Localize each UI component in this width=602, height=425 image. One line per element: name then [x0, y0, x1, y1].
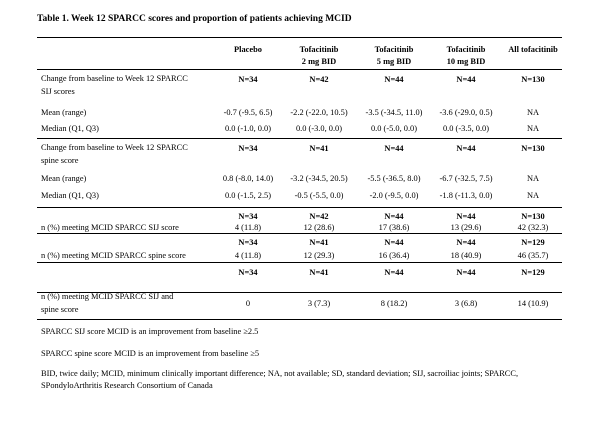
sij-median-value: NA: [526, 124, 540, 133]
mcid-both-n: N=41: [309, 268, 329, 277]
mcid-spine-value: 18 (40.9): [450, 251, 482, 260]
mcid-sij-value: 17 (38.6): [378, 223, 410, 232]
spine-median-value: -0.5 (-5.5, 0.0): [294, 191, 344, 200]
mcid-sij-n: N=42: [309, 212, 329, 221]
mcid-both-n: N=34: [238, 268, 258, 277]
mcid-sij-value: 13 (29.6): [450, 223, 482, 232]
rule: [37, 233, 562, 234]
rule: [37, 138, 562, 139]
spine-median-label: Median (Q1, Q3): [41, 191, 99, 200]
mcid-sij-n: N=44: [384, 212, 404, 221]
spine-n: N=34: [238, 144, 258, 153]
mcid-spine-value: 4 (11.8): [234, 251, 262, 260]
rule: [37, 207, 562, 208]
mcid-sij-n: N=44: [456, 212, 476, 221]
sij-n: N=130: [521, 75, 545, 84]
header-tofa10-dose: 10 mg BID: [446, 57, 486, 66]
sij-mean-value: -3.6 (-29.0, 0.5): [439, 108, 493, 117]
mcid-both-value: 14 (10.9): [517, 299, 549, 308]
sij-mean-value: -0.7 (-9.5, 6.5): [223, 108, 273, 117]
sij-mean-value: NA: [526, 108, 540, 117]
mcid-both-label: n (%) meeting MCID SPARCC SIJ and spine score: [41, 292, 174, 314]
mcid-both-n: N=44: [456, 268, 476, 277]
sij-n: N=34: [238, 75, 258, 84]
mcid-spine-n: N=44: [456, 238, 476, 247]
mcid-spine-value: 16 (36.4): [378, 251, 410, 260]
footnote-spine-mcid: SPARCC spine score MCID is an improvement from baseline ≥5: [41, 349, 260, 358]
sij-median-value: 0.0 (-1.0, 0.0): [224, 124, 272, 133]
sij-mean-value: -3.5 (-34.5, 11.0): [365, 108, 423, 117]
mcid-both-n: N=44: [384, 268, 404, 277]
rule: [37, 69, 562, 70]
mcid-both-value: 3 (6.8): [454, 299, 478, 308]
spine-n: N=44: [384, 144, 404, 153]
mcid-sij-n: N=130: [521, 212, 545, 221]
header-tofa2-dose: 2 mg BID: [301, 57, 337, 66]
header-all: All tofacitinib: [508, 45, 558, 54]
sij-median-label: Median (Q1, Q3): [41, 124, 99, 133]
mcid-sij-value: 12 (28.6): [303, 223, 335, 232]
table-title: Table 1. Week 12 SPARCC scores and proportion of patients achieving MCID: [37, 14, 352, 24]
mcid-both-value: 3 (7.3): [307, 299, 331, 308]
header-placebo: Placebo: [234, 45, 262, 54]
mcid-sij-value: 4 (11.8): [234, 223, 262, 232]
sij-median-value: 0.0 (-3.0, 0.0): [295, 124, 343, 133]
header-tofa10: Tofacitinib: [446, 45, 486, 54]
sij-label: Change from baseline to Week 12 SPARCC SIJ scores: [41, 74, 188, 96]
header-tofa2: Tofacitinib: [299, 45, 339, 54]
spine-label: Change from baseline to Week 12 SPARCC spine score: [41, 143, 188, 165]
sij-median-value: 0.0 (-5.0, 0.0): [370, 124, 418, 133]
mcid-both-value: 8 (18.2): [380, 299, 408, 308]
mcid-spine-label: n (%) meeting MCID SPARCC spine score: [41, 251, 186, 260]
mcid-spine-n: N=34: [238, 238, 258, 247]
rule: [37, 262, 562, 263]
spine-n: N=130: [521, 144, 545, 153]
spine-mean-label: Mean (range): [41, 174, 87, 183]
footnote-abbreviations: BID, twice daily; MCID, minimum clinically important difference; NA, not available; SD, standard deviation; SIJ, sacroiliac joints; SPARCC, SPondyloArthritis Research Consortium of Canada: [41, 369, 519, 390]
spine-median-value: NA: [526, 191, 540, 200]
mcid-sij-label: n (%) meeting MCID SPARCC SIJ score: [41, 223, 179, 232]
mcid-sij-value: 42 (32.3): [517, 223, 549, 232]
mcid-spine-n: N=41: [309, 238, 329, 247]
spine-mean-value: -3.2 (-34.5, 20.5): [290, 174, 348, 183]
spine-mean-value: 0.8 (-8.0, 14.0): [222, 174, 274, 183]
sij-mean-value: -2.2 (-22.0, 10.5): [290, 108, 348, 117]
mcid-both-n: N=129: [521, 268, 545, 277]
mcid-sij-n: N=34: [238, 212, 258, 221]
spine-mean-value: -6.7 (-32.5, 7.5): [439, 174, 493, 183]
spine-median-value: 0.0 (-1.5, 2.5): [224, 191, 272, 200]
footnote-sij-mcid: SPARCC SIJ score MCID is an improvement from baseline ≥2.5: [41, 327, 259, 336]
sij-n: N=44: [456, 75, 476, 84]
mcid-spine-value: 12 (29.3): [303, 251, 335, 260]
mcid-spine-value: 46 (35.7): [517, 251, 549, 260]
header-tofa5-dose: 5 mg BID: [376, 57, 412, 66]
sij-n: N=42: [309, 75, 329, 84]
spine-mean-value: NA: [526, 174, 540, 183]
spine-median-value: -1.8 (-11.3, 0.0): [439, 191, 493, 200]
sij-mean-label: Mean (range): [41, 108, 87, 117]
spine-mean-value: -5.5 (-36.5, 8.0): [367, 174, 421, 183]
rule: [37, 37, 562, 38]
mcid-spine-n: N=44: [384, 238, 404, 247]
header-tofa5: Tofacitinib: [374, 45, 414, 54]
sij-median-value: 0.0 (-3.5, 0.0): [442, 124, 490, 133]
spine-n: N=41: [309, 144, 329, 153]
mcid-spine-n: N=129: [521, 238, 545, 247]
sij-n: N=44: [384, 75, 404, 84]
spine-n: N=44: [456, 144, 476, 153]
spine-median-value: -2.0 (-9.5, 0.0): [369, 191, 419, 200]
rule: [37, 319, 562, 320]
mcid-both-value: 0: [245, 299, 251, 308]
